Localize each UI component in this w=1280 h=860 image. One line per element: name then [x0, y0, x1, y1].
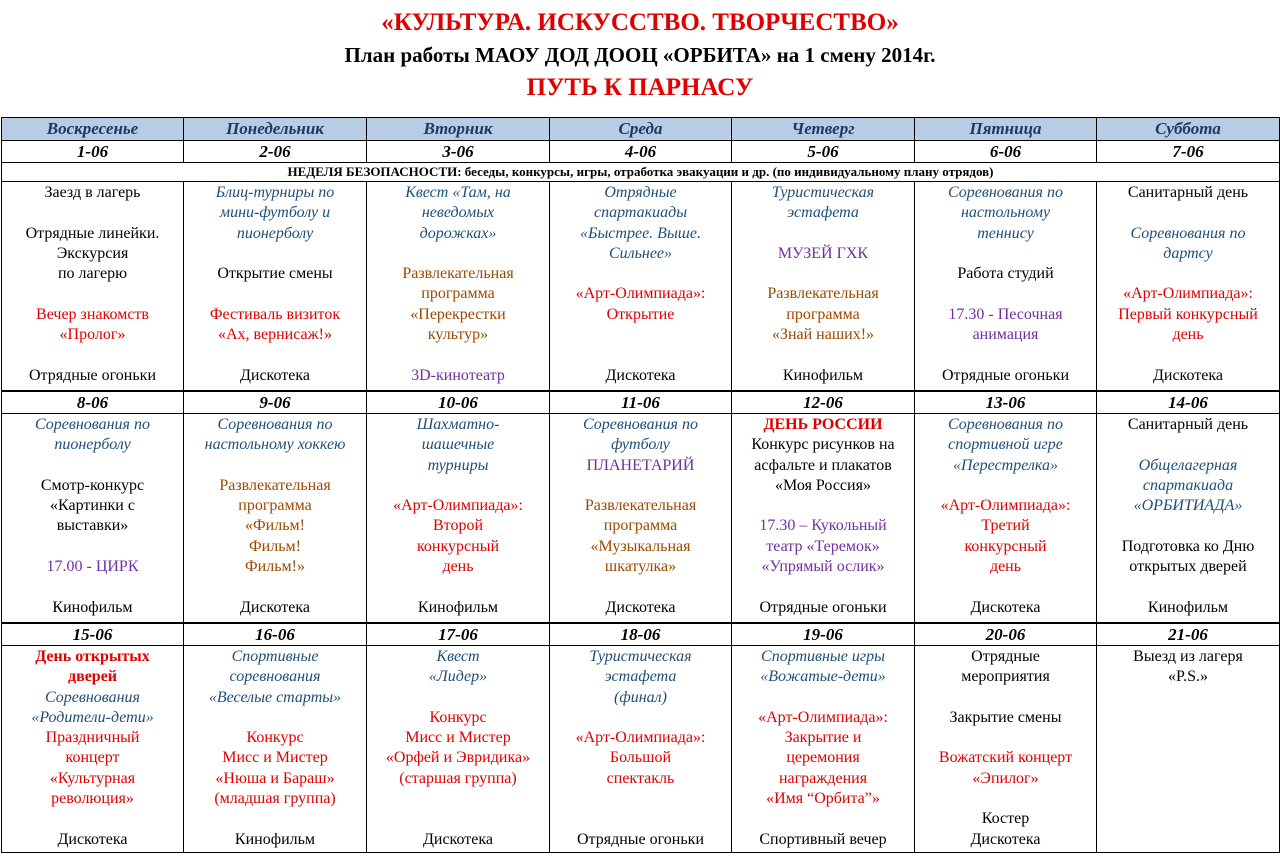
activity-line: Спортивный вечер: [759, 830, 887, 848]
activity-line: дверей: [67, 668, 118, 686]
activity-cell: [367, 182, 550, 392]
blank-line: [552, 264, 729, 284]
activity-line: программа: [786, 305, 860, 323]
weekday-header: Вторник: [367, 118, 550, 141]
blank-line: [4, 577, 181, 597]
blank-line: [369, 809, 547, 829]
activity-lines: [734, 647, 912, 852]
activity-line: спартакиада: [1142, 476, 1234, 494]
activity-line: Дискотека: [239, 598, 311, 616]
activity-line: Отрядные огоньки: [576, 830, 704, 848]
activity-line: Санитарный день: [1127, 184, 1249, 201]
activity-line: Дискотека: [57, 830, 128, 848]
blank-line: [186, 577, 364, 597]
activity-line: церемония: [786, 749, 860, 767]
activity-line: мини-футболу и: [219, 204, 331, 222]
activity-lines: [369, 183, 547, 390]
date-cell: 9-06: [184, 391, 367, 414]
activity-line: выставки»: [56, 517, 129, 535]
weekday-header: Четверг: [732, 118, 915, 141]
activity-line: эстафета: [604, 668, 677, 686]
activity-line: шашечные: [421, 436, 495, 454]
page-header: [0, 0, 1280, 106]
activity-line: Третий: [981, 517, 1030, 535]
activity-line: Вечер знакомств: [36, 305, 149, 323]
activity-line: пионерболу: [54, 436, 131, 454]
activity-lines: [552, 415, 729, 622]
blank-line: [917, 577, 1094, 597]
activity-line: Развлекательная: [402, 265, 514, 283]
blank-line: [917, 688, 1094, 708]
schedule-table: [1, 117, 1280, 853]
activity-line: Работа студий: [957, 265, 1054, 283]
blank-line: [186, 809, 364, 829]
blank-line: [734, 224, 912, 244]
activity-line: Мисс и Мистер: [405, 729, 511, 747]
activity-line: «Картинки с: [50, 497, 135, 515]
activity-lines: [1099, 183, 1277, 390]
activity-cell: [2, 646, 184, 853]
activity-line: Кинофильм: [52, 598, 133, 616]
date-cell: 1-06: [2, 141, 184, 163]
activity-line: «Быстрее. Выше.: [580, 224, 701, 242]
activity-line: теннису: [977, 224, 1034, 242]
date-row: [2, 141, 1280, 163]
activity-line: программа: [421, 285, 495, 303]
activity-line: Костер: [981, 810, 1030, 828]
activity-line: 17.30 - Песочная: [948, 305, 1063, 323]
activity-line: 17.30 – Кукольный: [759, 517, 887, 535]
blank-line: [369, 577, 547, 597]
blank-line: [552, 325, 729, 345]
date-cell: 15-06: [2, 623, 184, 646]
blank-line: [4, 456, 181, 476]
activity-line: «Имя “Орбита”»: [766, 790, 880, 808]
blank-line: [186, 456, 364, 476]
activity-line: Спортивные: [231, 648, 319, 665]
activity-lines: [917, 647, 1094, 852]
activity-line: день: [442, 558, 474, 576]
activity-line: Выезд из лагеря: [1133, 648, 1243, 665]
activity-line: «Веселые старты»: [208, 688, 342, 706]
activity-line: «Пролог»: [59, 326, 126, 344]
activity-line: Санитарный день: [1127, 416, 1249, 433]
activity-line: Фильм!: [249, 537, 301, 555]
blank-line: [4, 345, 181, 365]
activity-line: соревнования: [229, 668, 321, 686]
activity-lines: [186, 183, 364, 390]
activity-line: Фестиваль визиток: [209, 305, 341, 323]
activity-line: «Арт-Олимпиада»:: [393, 497, 523, 515]
activity-line: шкатулка»: [604, 558, 677, 576]
blank-line: [369, 476, 547, 496]
activity-line: Закрытие смены: [949, 708, 1062, 726]
activity-line: Дискотека: [970, 598, 1041, 616]
activity-line: «Знай наших!»: [771, 326, 875, 344]
activity-line: 3D-кинотеатр: [411, 366, 505, 384]
date-cell: 20-06: [915, 623, 1097, 646]
activity-line: открытых дверей: [1129, 558, 1247, 576]
activity-lines: [1099, 415, 1277, 622]
activity-line: Фильм!»: [245, 558, 305, 576]
activity-line: Сильнее»: [608, 244, 673, 262]
blank-line: [734, 577, 912, 597]
blank-line: [917, 345, 1094, 365]
blank-line: [917, 728, 1094, 748]
activity-line: 17.00 - ЦИРК: [46, 558, 139, 576]
activity-line: (старшая группа): [399, 769, 517, 787]
blank-line: [1099, 577, 1277, 597]
activity-line: «Упрямый ослик»: [761, 558, 885, 576]
date-cell: 17-06: [367, 623, 550, 646]
activity-lines: [186, 647, 364, 852]
activity-cell: [184, 646, 367, 853]
weekday-header: Суббота: [1097, 118, 1280, 141]
activity-line: по лагерю: [57, 265, 128, 283]
activity-line: Развлекательная: [584, 497, 697, 515]
activity-line: Конкурс: [246, 729, 304, 747]
date-cell: 2-06: [184, 141, 367, 163]
activity-lines: [369, 647, 547, 852]
activity-lines: [734, 415, 912, 622]
activity-lines: [734, 183, 912, 390]
activity-line: Дискотека: [1152, 366, 1224, 384]
activity-cell: [732, 414, 915, 624]
blank-line: [917, 476, 1094, 496]
activity-cell: [915, 646, 1097, 853]
activity-cell: [1097, 182, 1280, 392]
activity-line: театр «Теремок»: [766, 537, 880, 555]
blank-line: [734, 345, 912, 365]
weekday-header-row: [2, 118, 1280, 141]
blank-line: [186, 345, 364, 365]
blank-line: [734, 809, 912, 829]
activity-line: конкурсный: [416, 537, 500, 555]
activity-line: «Лидер»: [428, 668, 488, 686]
date-cell: 4-06: [550, 141, 732, 163]
activity-line: Праздничный: [45, 729, 140, 747]
date-cell: 8-06: [2, 391, 184, 414]
activity-cell: [550, 182, 732, 392]
activity-lines: [552, 647, 729, 852]
date-cell: 18-06: [550, 623, 732, 646]
blank-line: [1099, 435, 1277, 455]
activity-line: «Арт-Олимпиада»:: [758, 708, 888, 726]
activity-line: «Перекрестки: [410, 305, 506, 323]
activity-line: «Арт-Олимпиада»:: [940, 497, 1071, 515]
activity-line: «ОРБИТИАДА»: [1133, 497, 1243, 515]
page-title: «КУЛЬТУРА. ИСКУССТВО. ТВОРЧЕСТВО»: [381, 9, 899, 36]
activity-lines: [4, 415, 181, 622]
activity-line: Соревнования по: [948, 416, 1063, 433]
activity-row: [2, 646, 1280, 853]
activity-line: Мисс и Мистер: [222, 749, 328, 767]
date-cell: 14-06: [1097, 391, 1280, 414]
activity-line: турниры: [427, 456, 489, 474]
activity-line: настольному: [960, 204, 1051, 222]
activity-line: футболу: [611, 436, 670, 454]
activity-line: «Музыкальная: [590, 537, 691, 555]
activity-line: неведомых: [421, 204, 495, 222]
blank-line: [1099, 516, 1277, 536]
activity-line: Соревнования: [45, 688, 140, 706]
date-cell: 6-06: [915, 141, 1097, 163]
activity-line: Отрядные: [604, 184, 677, 201]
activity-line: (финал): [614, 688, 667, 706]
date-cell: 10-06: [367, 391, 550, 414]
blank-line: [369, 789, 547, 809]
activity-line: «Моя Россия»: [775, 476, 871, 494]
blank-line: [1099, 264, 1277, 284]
activity-line: Спортивные игры: [761, 648, 885, 665]
activity-line: Отрядные огоньки: [759, 598, 887, 616]
activity-line: Отрядные линейки.: [25, 224, 160, 242]
blank-line: [4, 537, 181, 557]
activity-line: дорожках»: [419, 224, 497, 242]
activity-line: Блиц-турниры по: [215, 184, 335, 201]
activity-line: Вожатский концерт: [938, 749, 1073, 767]
activity-line: Квест «Там, на: [405, 184, 511, 201]
activity-cell: [1097, 414, 1280, 624]
activity-line: Большой: [609, 749, 672, 767]
activity-line: пионерболу: [236, 224, 314, 242]
activity-line: Развлекательная: [767, 285, 879, 303]
blank-line: [917, 789, 1094, 809]
activity-line: День открытых: [35, 648, 150, 665]
activity-line: Дискотека: [422, 830, 494, 848]
blank-line: [734, 688, 912, 708]
activity-line: Закрытие и: [784, 729, 862, 747]
activity-lines: [1099, 647, 1277, 852]
activity-line: ПЛАНЕТАРИЙ: [586, 456, 695, 474]
activity-line: «Эпилог»: [972, 769, 1039, 787]
activity-line: день: [1172, 326, 1204, 344]
blank-line: [552, 809, 729, 829]
activity-line: Общелагерная: [1138, 456, 1238, 474]
activity-line: Конкурс: [429, 708, 487, 726]
safety-week-banner: НЕДЕЛЯ БЕЗОПАСНОСТИ: беседы, конкурсы, игры, отработка эвакуации и др. (по индивидуальному плану отрядов): [2, 163, 1280, 182]
activity-line: Смотр-конкурс: [40, 476, 145, 494]
activity-cell: [367, 646, 550, 853]
date-cell: 12-06: [732, 391, 915, 414]
activity-line: дартсу: [1163, 244, 1213, 262]
blank-line: [552, 577, 729, 597]
activity-line: Соревнования по: [1130, 224, 1246, 242]
activity-line: «Вожатые-дети»: [760, 668, 886, 686]
activity-lines: [369, 415, 547, 622]
activity-line: день: [989, 558, 1022, 576]
blank-line: [4, 203, 181, 223]
activity-line: Соревнования по: [948, 184, 1063, 201]
activity-line: Соревнования по: [217, 416, 333, 433]
activity-line: Подготовка ко Дню: [1121, 537, 1255, 555]
activity-row: [2, 414, 1280, 624]
activity-line: спектакль: [606, 769, 675, 787]
weekday-header: Среда: [550, 118, 732, 141]
weekday-header: Воскресенье: [2, 118, 184, 141]
activity-line: Кинофильм: [782, 366, 864, 384]
activity-cell: [915, 414, 1097, 624]
activity-line: Отрядные огоньки: [28, 366, 156, 384]
date-cell: 16-06: [184, 623, 367, 646]
activity-lines: [4, 647, 181, 852]
activity-line: «Фильм!: [245, 517, 305, 535]
page-subtitle: План работы МАОУ ДОД ДООЦ «ОРБИТА» на 1 смену 2014г.: [344, 43, 936, 67]
activity-line: «P.S.»: [1167, 668, 1209, 686]
activity-line: Шахматно-: [416, 416, 500, 433]
activity-cell: [732, 646, 915, 853]
date-cell: 13-06: [915, 391, 1097, 414]
blank-line: [734, 264, 912, 284]
date-cell: 11-06: [550, 391, 732, 414]
activity-lines: [917, 183, 1094, 390]
activity-line: Экскурсия: [56, 244, 129, 262]
section-heading: ПУТЬ К ПАРНАСУ: [526, 74, 754, 101]
activity-line: награждения: [778, 769, 868, 787]
activity-line: Квест: [436, 648, 480, 665]
activity-line: ДЕНЬ РОССИИ: [763, 416, 883, 433]
activity-cell: [915, 182, 1097, 392]
activity-line: анимация: [972, 326, 1039, 344]
activity-cell: [1097, 646, 1280, 853]
activity-line: «Орфей и Эвридика»: [385, 749, 531, 767]
activity-line: Дискотека: [239, 366, 311, 384]
date-cell: 3-06: [367, 141, 550, 163]
date-cell: 5-06: [732, 141, 915, 163]
activity-line: спартакиады: [593, 204, 688, 222]
activity-cell: [184, 182, 367, 392]
activity-cell: [367, 414, 550, 624]
activity-line: Туристическая: [589, 648, 692, 665]
activity-line: Дискотека: [605, 366, 676, 384]
activity-line: МУЗЕЙ ГХК: [777, 244, 869, 262]
blank-line: [1099, 203, 1277, 223]
weekday-header: Пятница: [915, 118, 1097, 141]
date-cell: 19-06: [732, 623, 915, 646]
activity-lines: [4, 183, 181, 390]
weekday-header: Понедельник: [184, 118, 367, 141]
date-cell: 21-06: [1097, 623, 1280, 646]
activity-line: «Арт-Олимпиада»:: [575, 729, 706, 747]
activity-line: Дискотека: [605, 598, 676, 616]
blank-line: [734, 496, 912, 516]
activity-line: Отрядные: [971, 648, 1040, 665]
activity-line: Кинофильм: [234, 830, 316, 848]
activity-line: Развлекательная: [219, 476, 331, 494]
activity-lines: [552, 183, 729, 390]
activity-line: «Перестрелка»: [953, 456, 1058, 474]
blank-line: [1099, 345, 1277, 365]
blank-line: [369, 688, 547, 708]
blank-line: [552, 345, 729, 365]
schedule-body: [2, 141, 1280, 853]
activity-line: (младшая группа): [214, 790, 336, 808]
blank-line: [186, 244, 364, 264]
activity-line: Туристическая: [771, 184, 875, 201]
activity-line: «Нюша и Бараш»: [215, 769, 335, 787]
activity-cell: [2, 414, 184, 624]
blank-line: [186, 284, 364, 304]
blank-line: [552, 476, 729, 496]
blank-line: [917, 244, 1094, 264]
blank-line: [4, 284, 181, 304]
activity-line: асфальте и плакатов: [754, 456, 892, 474]
activity-cell: [732, 182, 915, 392]
activity-cell: [184, 414, 367, 624]
safety-week-row: [2, 163, 1280, 182]
activity-line: Заезд в лагерь: [44, 184, 141, 201]
activity-line: Дискотека: [970, 830, 1041, 848]
activity-lines: [186, 415, 364, 622]
blank-line: [917, 284, 1094, 304]
activity-line: Кинофильм: [417, 598, 499, 616]
activity-cell: [550, 414, 732, 624]
activity-line: спортивной игре: [948, 436, 1063, 454]
activity-line: «Культурная: [49, 769, 136, 787]
activity-line: Конкурс рисунков на: [751, 436, 895, 454]
date-cell: 7-06: [1097, 141, 1280, 163]
activity-line: Соревнования по: [35, 416, 150, 433]
activity-line: революция»: [51, 790, 134, 808]
activity-line: «Ах, вернисаж!»: [217, 326, 333, 344]
blank-line: [552, 708, 729, 728]
blank-line: [369, 345, 547, 365]
activity-line: Второй: [432, 517, 483, 535]
activity-line: культур»: [427, 326, 489, 344]
activity-lines: [917, 415, 1094, 622]
blank-line: [552, 789, 729, 809]
activity-line: конкурсный: [964, 537, 1047, 555]
activity-line: настольному хоккею: [204, 436, 346, 454]
activity-line: Кинофильм: [1147, 598, 1229, 616]
activity-line: Соревнования по: [583, 416, 698, 433]
activity-line: «Арт-Олимпиада»:: [1123, 285, 1253, 303]
activity-line: Открытие смены: [217, 265, 333, 283]
activity-line: Отрядные огоньки: [941, 366, 1069, 384]
activity-line: Открытие: [606, 305, 675, 323]
blank-line: [186, 708, 364, 728]
activity-line: эстафета: [787, 204, 859, 222]
activity-line: программа: [603, 517, 678, 535]
activity-row: [2, 182, 1280, 392]
activity-line: Первый конкурсный: [1118, 305, 1258, 323]
date-row: [2, 623, 1280, 646]
activity-cell: [2, 182, 184, 392]
activity-line: концерт: [65, 749, 120, 767]
blank-line: [4, 809, 181, 829]
activity-line: программа: [238, 497, 312, 515]
activity-line: мероприятия: [961, 668, 1050, 686]
activity-line: «Родители-дети»: [31, 708, 154, 726]
date-row: [2, 391, 1280, 414]
blank-line: [369, 244, 547, 264]
activity-line: «Арт-Олимпиада»:: [575, 285, 706, 303]
activity-cell: [550, 646, 732, 853]
